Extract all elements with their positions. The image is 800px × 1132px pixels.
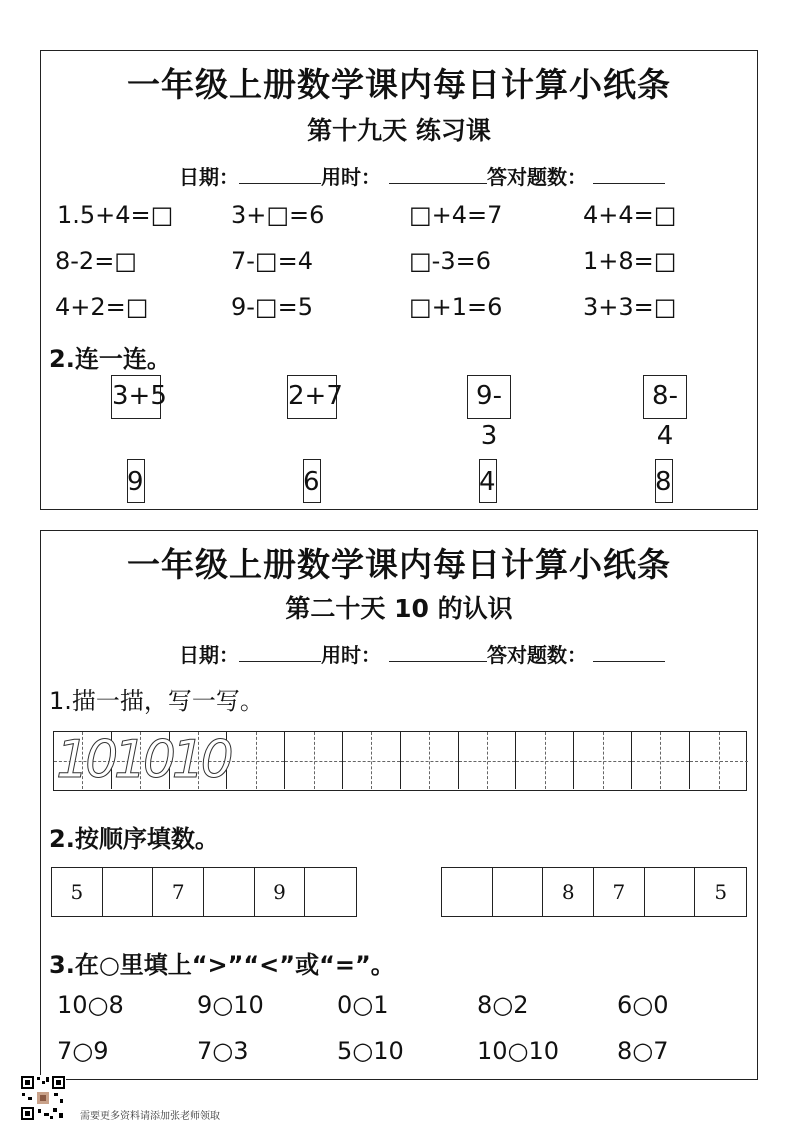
trace-cell[interactable] — [54, 730, 115, 790]
write-cell[interactable] — [343, 732, 401, 789]
expression-box[interactable]: 3+5 — [111, 375, 161, 419]
sequence-row-descending — [441, 867, 747, 917]
sequence-cell[interactable] — [305, 868, 356, 916]
worksheet-title: 一年级上册数学课内每日计算小纸条 — [127, 65, 671, 104]
equation: 4+4=□ — [583, 201, 677, 229]
equation: 3+□=6 — [231, 201, 325, 229]
equation: □-3=6 — [409, 247, 491, 275]
sequence-cell[interactable]: 5 — [714, 880, 728, 904]
compare-item[interactable]: 0○1 — [337, 991, 389, 1019]
expression-box[interactable]: 8-4 — [643, 375, 687, 419]
compare-item[interactable]: 8○2 — [477, 991, 529, 1019]
compare-item[interactable]: 6○0 — [617, 991, 669, 1019]
date-field[interactable] — [239, 163, 321, 184]
equation: □+4=7 — [409, 201, 503, 229]
equation: 4+2=□ — [55, 293, 149, 321]
time-field[interactable] — [389, 641, 487, 662]
date-label: 日期： — [179, 165, 239, 189]
time-label: 用时： — [321, 643, 381, 667]
equation: 9-□=5 — [231, 293, 313, 321]
traced-number: 10 — [113, 730, 172, 790]
section-heading-trace: 1.描一描，写一写。 — [49, 687, 264, 715]
time-label: 用时： — [321, 165, 381, 189]
sequence-cell[interactable] — [103, 868, 154, 916]
compare-item[interactable]: 7○3 — [197, 1037, 249, 1065]
equation: 3+3=□ — [583, 293, 677, 321]
expression-box[interactable]: 9-3 — [467, 375, 511, 419]
compare-item[interactable]: 5○10 — [337, 1037, 404, 1065]
answer-number-box[interactable] — [303, 459, 321, 503]
answer-number-box[interactable] — [479, 459, 497, 503]
date-field[interactable] — [239, 641, 321, 662]
time-field[interactable] — [389, 163, 487, 184]
info-line — [179, 639, 665, 668]
footer-note: 需要更多资料请添加张老师领取 — [80, 1111, 220, 1122]
qr-code-icon[interactable] — [20, 1075, 66, 1121]
write-cell[interactable] — [690, 732, 748, 789]
info-line — [179, 161, 665, 190]
write-cell[interactable] — [574, 732, 632, 789]
answer-number: 9 — [127, 467, 144, 497]
sequence-cell[interactable] — [442, 868, 493, 916]
equation: 8-2=□ — [55, 247, 137, 275]
correct-count-label: 答对题数： — [487, 165, 587, 189]
compare-item[interactable]: 10○10 — [477, 1037, 560, 1065]
compare-item[interactable]: 9○10 — [197, 991, 264, 1019]
trace-cell[interactable] — [112, 732, 170, 789]
correct-count-label: 答对题数： — [487, 643, 587, 667]
traced-number: 10 — [56, 730, 115, 790]
answer-number: 6 — [303, 467, 320, 497]
sequence-cell[interactable] — [493, 868, 544, 916]
equation: 1+8=□ — [583, 247, 677, 275]
compare-item[interactable]: 8○7 — [617, 1037, 669, 1065]
compare-item[interactable]: 10○8 — [57, 991, 124, 1019]
answer-number: 8 — [655, 467, 672, 497]
write-cell[interactable] — [285, 732, 343, 789]
date-label: 日期： — [179, 643, 239, 667]
compare-item[interactable]: 7○9 — [57, 1037, 109, 1065]
sequence-cell[interactable]: 7 — [594, 868, 645, 916]
write-cell[interactable] — [401, 732, 459, 789]
write-cell[interactable] — [459, 732, 517, 789]
worksheet-day-20 — [40, 530, 758, 1080]
equation: □+1=6 — [409, 293, 503, 321]
traced-number: 10 — [171, 730, 230, 790]
sequence-row-ascending — [51, 867, 357, 917]
equation: 7-□=4 — [231, 247, 313, 275]
worksheet-subtitle: 第二十天 10 的认识 — [285, 594, 513, 623]
trace-cell[interactable] — [170, 732, 228, 789]
sequence-cell[interactable]: 7 — [153, 868, 204, 916]
sequence-cell[interactable] — [204, 868, 255, 916]
answer-number: 4 — [479, 467, 496, 497]
write-cell[interactable] — [227, 732, 285, 789]
sequence-cell[interactable] — [645, 868, 696, 916]
section-heading-match: 2.连一连。 — [49, 345, 171, 373]
worksheet-title: 一年级上册数学课内每日计算小纸条 — [127, 545, 671, 584]
answer-number-box[interactable] — [127, 459, 145, 503]
worksheet-day-19 — [40, 50, 758, 510]
correct-count-field[interactable] — [593, 641, 665, 662]
tracing-grid[interactable] — [53, 731, 747, 791]
expression-box[interactable]: 2+7 — [287, 375, 337, 419]
answer-number-box[interactable] — [655, 459, 673, 503]
section-heading-compare: 3.在○里填上“>”“<”或“=”。 — [49, 951, 395, 979]
sequence-cell[interactable]: 5 — [52, 868, 103, 916]
write-cell[interactable] — [516, 732, 574, 789]
sequence-cell[interactable]: 8 — [543, 868, 594, 916]
correct-count-field[interactable] — [593, 163, 665, 184]
section-heading-sequence: 2.按顺序填数。 — [49, 825, 219, 853]
equation: 1.5+4=□ — [57, 201, 174, 229]
worksheet-subtitle: 第十九天 练习课 — [307, 116, 491, 145]
write-cell[interactable] — [632, 732, 690, 789]
sequence-cell[interactable]: 9 — [255, 868, 306, 916]
